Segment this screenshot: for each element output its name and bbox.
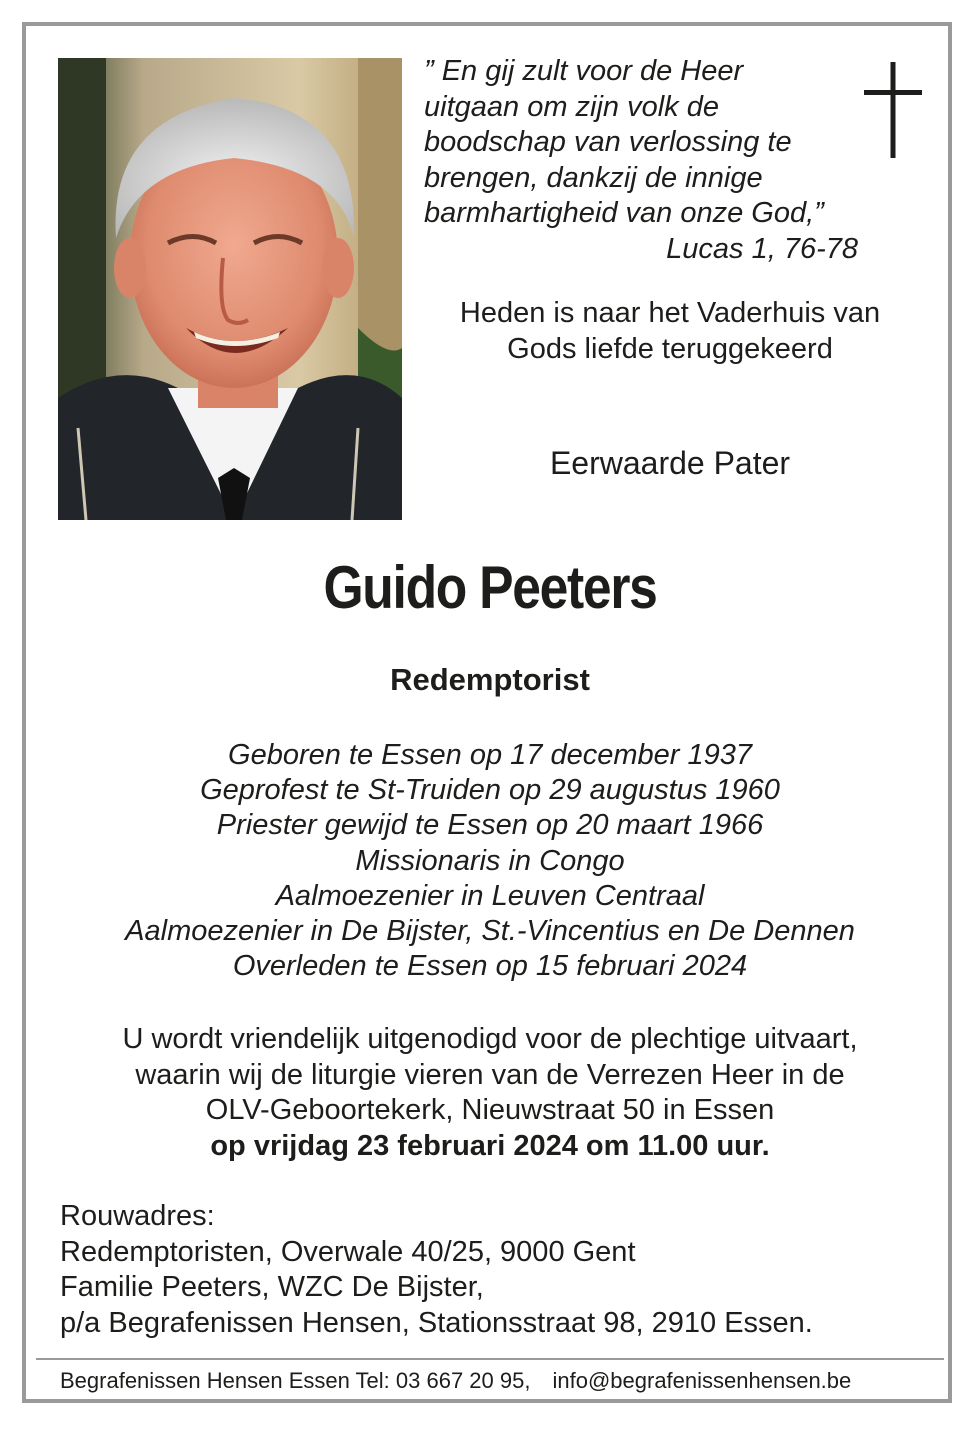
quote-line: barmhartigheid van onze God,” (424, 197, 824, 229)
invitation-line: OLV-Geboortekerk, Nieuwstraat 50 in Essen (205, 1094, 775, 1126)
life-event: Aalmoezenier in De Bijster, St.-Vincentius en De Dennen (125, 915, 855, 948)
life-event: Overleden te Essen op 15 februari 2024 (232, 950, 748, 983)
invitation-line: waarin wij de liturgie vieren van de Verrezen Heer in de (135, 1058, 845, 1091)
funeral-date: op vrijdag 23 februari 2024 om 11.00 uur. (210, 1129, 770, 1162)
funeral-home-contact: Begrafenissen Hensen Essen Tel: 03 667 20 95, (60, 1368, 531, 1393)
address-line: Redemptoristen, Overwale 40/25, 9000 Gent (60, 1235, 636, 1268)
address-line: Familie Peeters, WZC De Bijster, (60, 1271, 484, 1303)
portrait-photo (58, 58, 402, 520)
mourning-address (60, 1199, 940, 1341)
life-event: Missionaris in Congo (355, 844, 625, 877)
address-line: p/a Begrafenissen Hensen, Stationsstraat 98, 2910 Essen. (60, 1306, 813, 1339)
invitation-line: U wordt vriendelijk uitgenodigd voor de plechtige uitvaart, (122, 1023, 858, 1055)
announcement (420, 296, 920, 367)
life-events (0, 738, 980, 984)
life-event: Priester gewijd te Essen op 20 maart 1966 (216, 809, 764, 842)
address-label: Rouwadres: (60, 1200, 215, 1232)
footer-divider (36, 1358, 944, 1360)
deceased-name: Guido Peeters (323, 554, 657, 621)
quote-line: uitgaan om zijn volk de (424, 90, 719, 123)
life-event: Geboren te Essen op 17 december 1937 (228, 739, 752, 771)
life-event: Aalmoezenier in Leuven Centraal (275, 879, 705, 912)
quote-line: brengen, dankzij de innige (424, 161, 763, 194)
cross-icon (864, 62, 922, 158)
religious-order: Redemptorist (390, 662, 590, 697)
email-link[interactable]: info@begrafenissenhensen.be (552, 1368, 852, 1393)
quote-line: boodschap van verlossing te (424, 126, 792, 158)
announcement-line: Heden is naar het Vaderhuis van (459, 297, 881, 329)
footer (60, 1367, 940, 1395)
funeral-invitation (0, 1022, 980, 1164)
life-event: Geprofest te St-Truiden op 29 augustus 1960 (200, 774, 780, 807)
announcement-line: Gods liefde teruggekeerd (507, 332, 833, 365)
bible-quote (424, 54, 864, 267)
honorific-title: Eerwaarde Pater (549, 445, 791, 481)
quote-line: ” En gij zult voor de Heer (424, 55, 744, 87)
quote-reference: Lucas 1, 76-78 (666, 232, 858, 265)
